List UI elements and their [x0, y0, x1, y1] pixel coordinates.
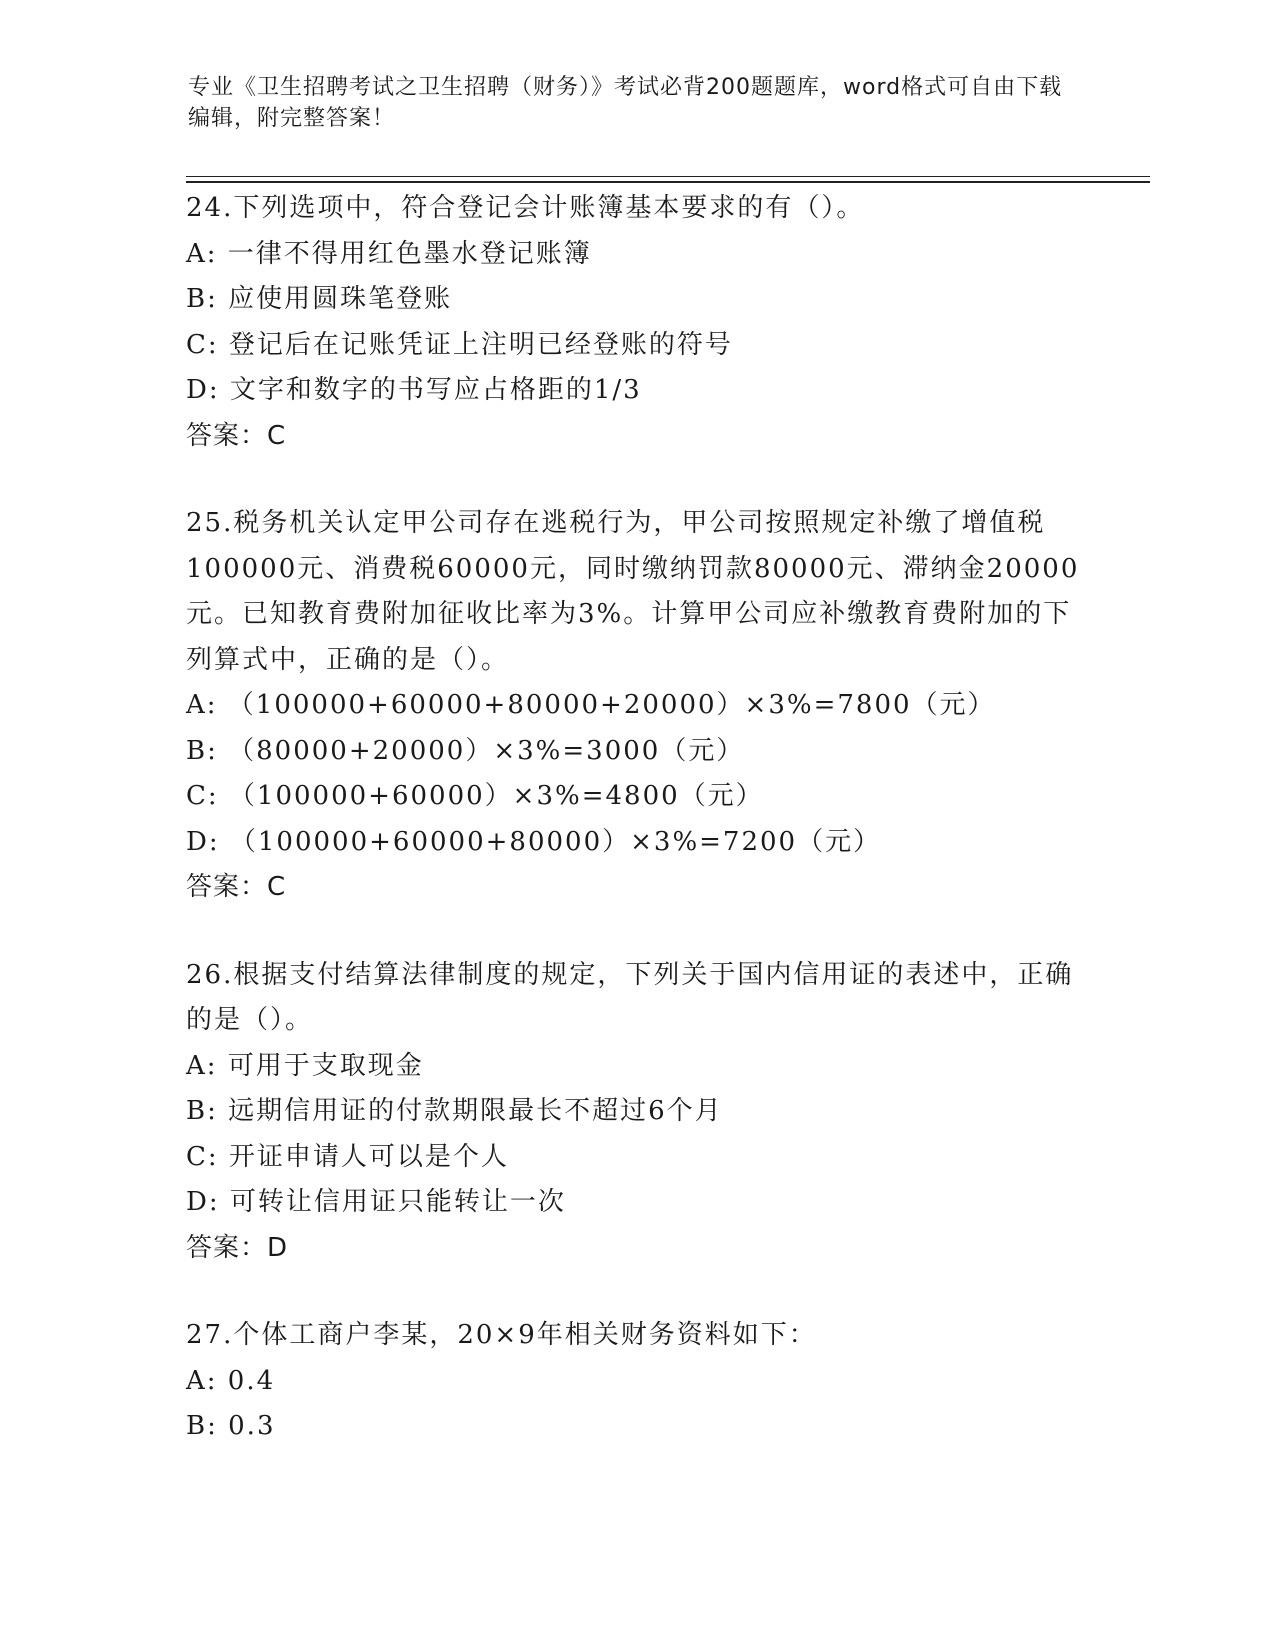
option-d: D: 可转让信用证只能转让一次	[186, 1187, 566, 1217]
document-header: 专业《卫生招聘考试之卫生招聘（财务）》考试必背200题题库，word格式可自由下载编辑，附完整答案！	[188, 75, 1063, 131]
header-divider-thin	[186, 176, 1150, 177]
option-b: B: 0.3	[186, 1411, 276, 1441]
option-c: C: （100000+60000）×3%=4800（元）	[186, 781, 764, 811]
answer: 答案：C	[186, 420, 287, 451]
question-text: 27.个体工商户李某，20×9年相关财务资料如下：	[186, 1320, 817, 1350]
question-text: 26.根据支付结算法律制度的规定，下列关于国内信用证的表述中，正确的是（）。	[186, 959, 1074, 1035]
header-divider-thick	[186, 181, 1150, 183]
answer: 答案：C	[186, 872, 287, 902]
option-c: C: 开证申请人可以是个人	[186, 1141, 509, 1172]
option-a: A: 可用于支取现金	[186, 1050, 424, 1081]
option-b: B: 应使用圆珠笔登账	[186, 284, 453, 314]
question-text: 25.税务机关认定甲公司存在逃税行为，甲公司按照规定补缴了增值税100000元、消费税60000元，同时缴纳罚款80000元、滞纳金20000元。已知教育费附加征收比率为3%。计算甲公司应补缴教育费附加的下列算式中，正确的是（）。	[186, 508, 1080, 675]
option-d: D: （100000+60000+80000）×3%=7200（元）	[186, 826, 882, 857]
question-25	[186, 501, 1086, 911]
option-b: B: 远期信用证的付款期限最长不超过6个月	[186, 1096, 723, 1126]
question-27	[186, 1313, 1086, 1450]
option-a: A: （100000+60000+80000+20000）×3%=7800（元）	[186, 690, 996, 720]
question-text: 24.下列选项中，符合登记会计账簿基本要求的有（）。	[186, 193, 865, 223]
option-a: A: 一律不得用红色墨水登记账簿	[186, 238, 592, 269]
question-26	[186, 953, 1086, 1272]
question-24	[186, 186, 1086, 459]
answer: 答案：D	[186, 1232, 289, 1263]
option-a: A: 0.4	[186, 1365, 276, 1396]
option-d: D: 文字和数字的书写应占格距的1/3	[186, 375, 642, 405]
question-list	[186, 186, 1086, 1492]
option-b: B: （80000+20000）×3%=3000（元）	[186, 735, 745, 766]
option-c: C: 登记后在记账凭证上注明已经登账的符号	[186, 329, 733, 360]
